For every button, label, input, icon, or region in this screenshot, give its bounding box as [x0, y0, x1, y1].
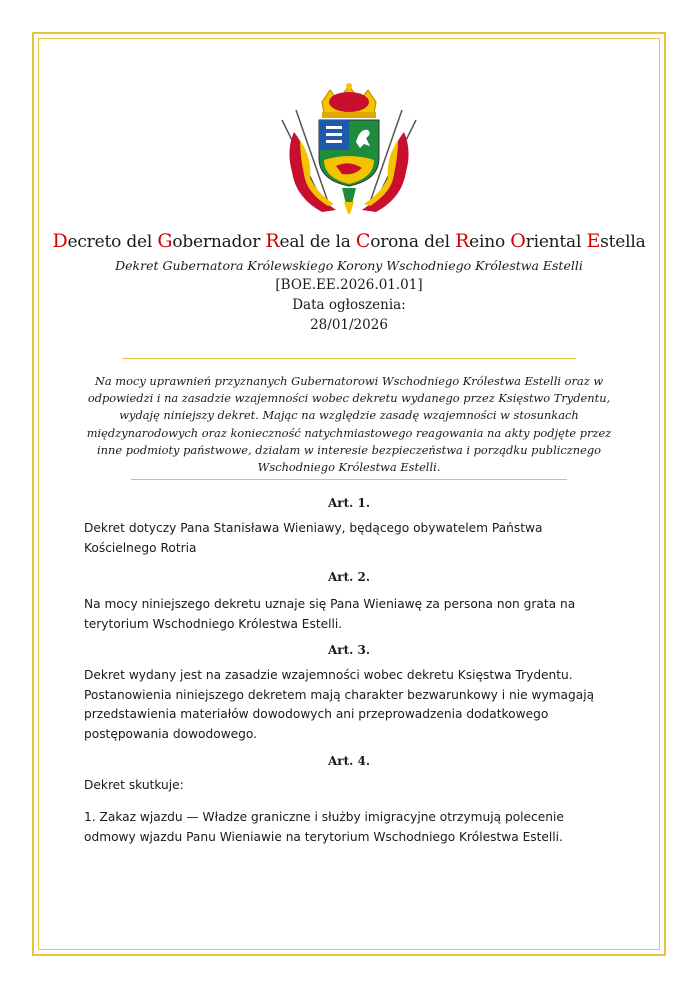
title-part-4: Reino: [455, 230, 511, 252]
article-3-heading: Art. 3.: [327, 643, 371, 657]
coat-of-arms-icon: [274, 80, 424, 220]
divider-top: [122, 358, 576, 359]
article-4-point-1: 1. Zakaz wjazdu — Władze graniczne i służby imigracyjne otrzymują polecenie odmowy wjazdu Panu Wieniawie na terytorium Wschodniego Królestwa Estelli.: [84, 810, 564, 844]
article-1-text: Dekret dotyczy Pana Stanisława Wieniawy, będącego obywatelem Państwa Kościelnego Rotria: [84, 521, 543, 555]
article-4-heading: Art. 4.: [327, 754, 371, 768]
decree-reference: [BOE.EE.2026.01.01]: [275, 277, 423, 293]
title-part-5: Oriental: [510, 230, 587, 252]
article-2-text: Na mocy niniejszego dekretu uznaje się Pana Wieniawę za persona non grata na terytorium Wschodniego Królestwa Estelli.: [84, 597, 576, 631]
title-part-0: Decreto del: [52, 230, 158, 252]
decree-title: [40, 230, 658, 252]
title-part-3: Corona del: [355, 230, 456, 252]
title-part-1: Gobernador: [157, 230, 266, 252]
article-1-heading: Art. 1.: [327, 496, 371, 510]
date-label: Data ogłoszenia:: [292, 297, 406, 313]
article-2-heading: Art. 2.: [327, 570, 371, 584]
preamble: Na mocy uprawnień przyznanych Gubernatorowi Wschodniego Królestwa Estelli oraz w odpowiedzi i na zasadzie wzajemności wobec dekretu wydanego przez Księstwo Trydentu, wydaję niniejszy dekret. Mając na względzie zasadę wzajemności w stosunkach międzynarodowych oraz konieczność natychmiastowego reagowania na akty podjęte przez inne podmioty państwowe, działam w interesie bezpieczeństwa i porządku publicznego Wschodniego Królestwa Estelli.: [86, 374, 612, 475]
divider-bottom: [131, 479, 567, 480]
date-value: 28/01/2026: [310, 317, 388, 333]
title-part-2: Real de la: [265, 230, 356, 252]
article-3-text: Dekret wydany jest na zasadzie wzajemności wobec dekretu Księstwa Trydentu. Postanowienia niniejszego dekretem mają charakter bezwarunkowy i nie wymagają przedstawienia materiałów dowodowych ani przeprowadzenia dodatkowego postępowania dowodowego.: [84, 668, 595, 741]
decree-subtitle: Dekret Gubernatora Królewskiego Korony Wschodniego Królestwa Estelli: [115, 258, 583, 273]
article-4-text: Dekret skutkuje:: [84, 778, 184, 792]
title-part-6: Estella: [586, 230, 646, 252]
